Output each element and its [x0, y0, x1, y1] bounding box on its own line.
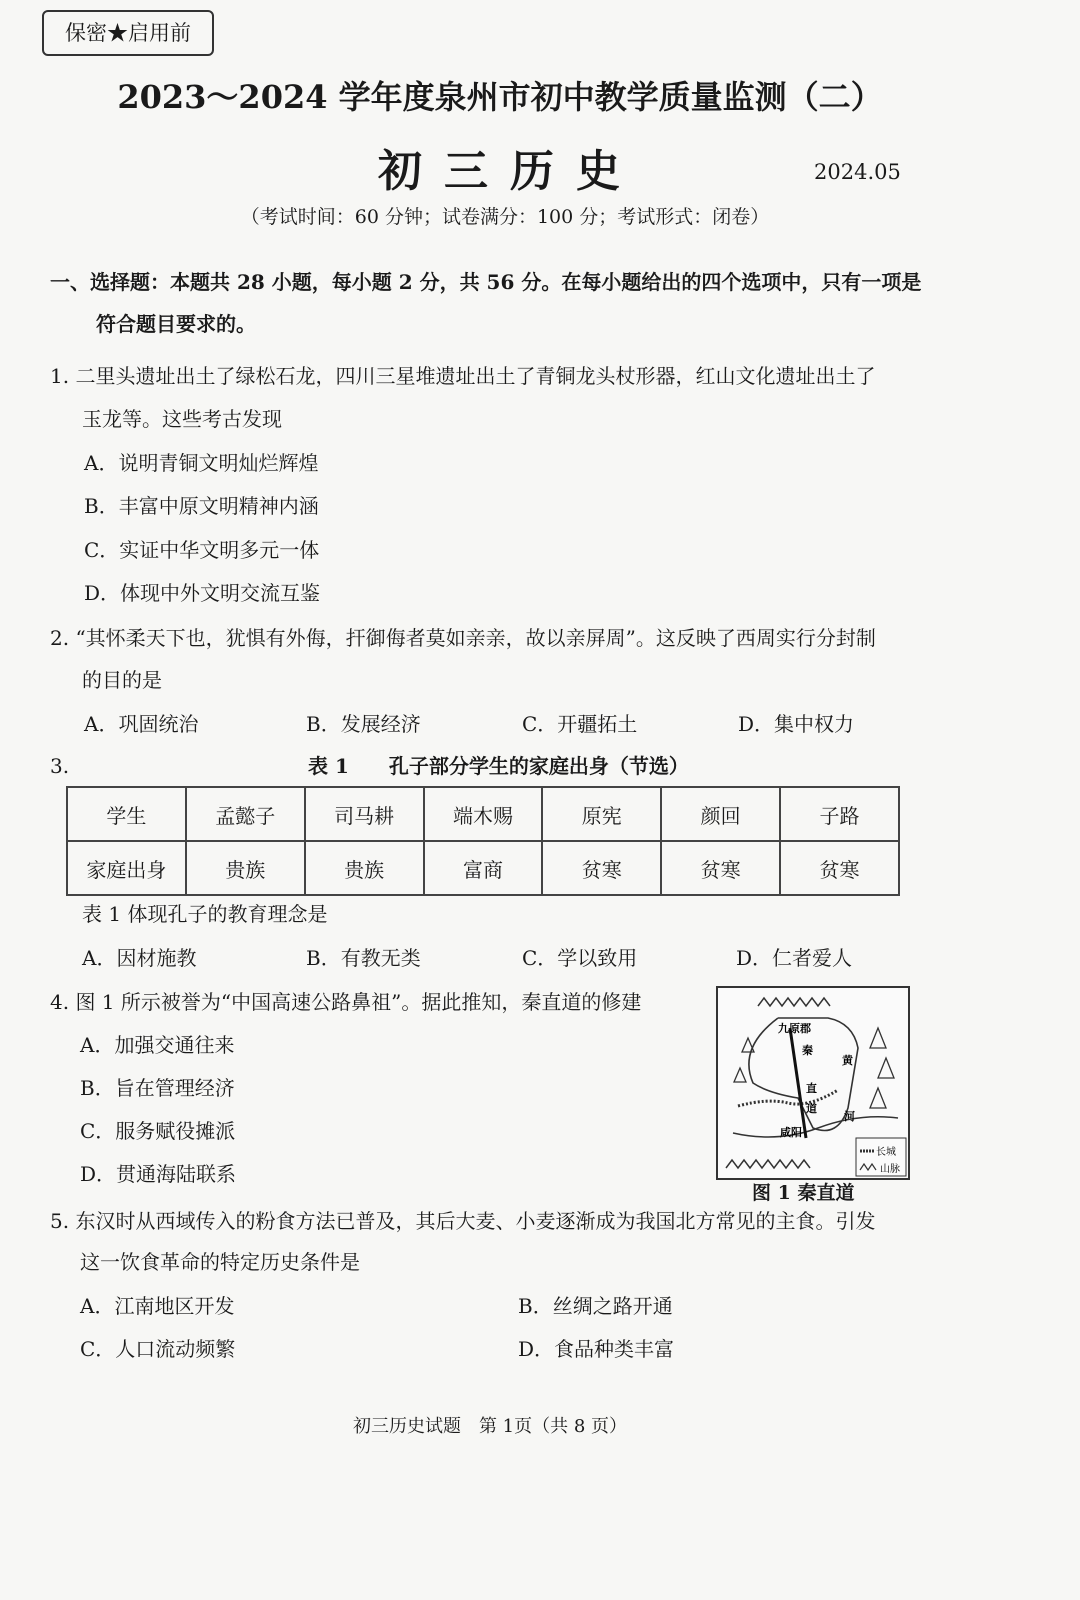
q1-option-b: B．丰富中原文明精神内涵 — [84, 494, 319, 518]
table-cell: 学生 — [67, 787, 186, 841]
q5-option-d: D．食品种类丰富 — [518, 1337, 675, 1361]
table-cell: 贵族 — [186, 841, 305, 895]
section-instruction-line1: 一、选择题：本题共 28 小题，每小题 2 分，共 56 分。在每小题给出的四个选项中，只有一项是 — [50, 270, 922, 294]
section-instruction-line2: 符合题目要求的。 — [96, 312, 256, 336]
q2-stem-line2: 的目的是 — [82, 668, 162, 692]
q3-option-c: C．学以致用 — [522, 946, 638, 970]
q1-option-a: A．说明青铜文明灿烂辉煌 — [84, 451, 319, 475]
page-footer: 初三历史试题 第 1页（共 8 页） — [352, 1416, 628, 1437]
map-label-qin: 秦 — [802, 1044, 813, 1057]
q4-stem: 4. 图 1 所示被誉为“中国高速公路鼻祖”。据此推知，秦直道的修建 — [50, 990, 642, 1014]
table-cell: 贵族 — [305, 841, 424, 895]
table-cell: 富商 — [424, 841, 543, 895]
exam-title: 2023～2024 学年度泉州市初中教学质量监测（二） — [117, 78, 883, 116]
table-cell: 端木赐 — [424, 787, 543, 841]
q4-option-b: B．旨在管理经济 — [80, 1076, 235, 1100]
legend-mountain: 山脉 — [880, 1164, 900, 1175]
q5-stem-line2: 这一饮食革命的特定历史条件是 — [80, 1250, 360, 1274]
table-cell: 孟懿子 — [186, 787, 305, 841]
q3-stem: 表 1 体现孔子的教育理念是 — [82, 902, 328, 926]
q4-option-a: A．加强交通往来 — [80, 1033, 235, 1057]
exam-info: （考试时间：60 分钟；试卷满分：100 分；考试形式：闭卷） — [240, 206, 770, 228]
q5-option-c: C．人口流动频繁 — [80, 1337, 236, 1361]
table-cell: 家庭出身 — [67, 841, 186, 895]
map-label-jiuyuan: 九原郡 — [778, 1022, 811, 1035]
q3-option-d: D．仁者爱人 — [736, 946, 853, 970]
legend-great-wall: 长城 — [876, 1147, 896, 1158]
table-cell: 颜回 — [661, 787, 780, 841]
q5-option-a: A．江南地区开发 — [80, 1294, 235, 1318]
q3-option-a: A．因材施教 — [82, 946, 197, 970]
q2-option-b: B．发展经济 — [306, 712, 421, 736]
table-cell: 贫寒 — [780, 841, 899, 895]
figure1-caption: 图 1 秦直道 — [752, 1182, 855, 1204]
confidential-badge: 保密★启用前 — [42, 10, 214, 56]
map-illustration — [718, 988, 908, 1178]
q2-option-a: A．巩固统治 — [84, 712, 199, 736]
q1-option-c: C．实证中华文明多元一体 — [84, 538, 320, 562]
table-row — [67, 841, 899, 895]
map-label-dao: 道 — [806, 1102, 817, 1115]
map-label-xianyang: 咸阳 — [780, 1126, 802, 1139]
q3-option-b: B．有教无类 — [306, 946, 421, 970]
q2-stem-line1: 2. “其怀柔天下也，犹惧有外侮，扞御侮者莫如亲亲，故以亲屏周”。这反映了西周实行分封制 — [50, 626, 876, 650]
q2-option-d: D．集中权力 — [738, 712, 855, 736]
table-cell: 司马耕 — [305, 787, 424, 841]
q3-number: 3. — [50, 754, 70, 778]
table-row — [67, 787, 899, 841]
q4-option-d: D．贯通海陆联系 — [80, 1162, 237, 1186]
table-cell: 贫寒 — [661, 841, 780, 895]
table-cell: 贫寒 — [542, 841, 661, 895]
q1-stem-line1: 1. 二里头遗址出土了绿松石龙，四川三星堆遗址出土了青铜龙头杖形器，红山文化遗址出土了 — [50, 364, 876, 388]
q2-option-c: C．开疆拓土 — [522, 712, 638, 736]
subject-title: 初三历史 — [378, 146, 642, 197]
q4-option-c: C．服务赋役摊派 — [80, 1119, 236, 1143]
q1-option-d: D．体现中外文明交流互鉴 — [84, 581, 321, 605]
exam-date: 2024.05 — [814, 160, 901, 184]
table1-title: 表 1 孔子部分学生的家庭出身（节选） — [308, 754, 689, 778]
map-label-huang: 黄 — [842, 1054, 853, 1067]
q5-stem-line1: 5. 东汉时从西域传入的粉食方法已普及，其后大麦、小麦逐渐成为我国北方常见的主食。引发 — [50, 1209, 876, 1233]
table1 — [66, 786, 900, 896]
map-label-he: 河 — [844, 1110, 855, 1123]
q1-stem-line2: 玉龙等。这些考古发现 — [82, 407, 282, 431]
table-cell: 子路 — [780, 787, 899, 841]
map-label-zhi: 直 — [806, 1082, 817, 1095]
qin-straight-road-map — [716, 986, 910, 1180]
table-cell: 原宪 — [542, 787, 661, 841]
q5-option-b: B．丝绸之路开通 — [518, 1294, 673, 1318]
